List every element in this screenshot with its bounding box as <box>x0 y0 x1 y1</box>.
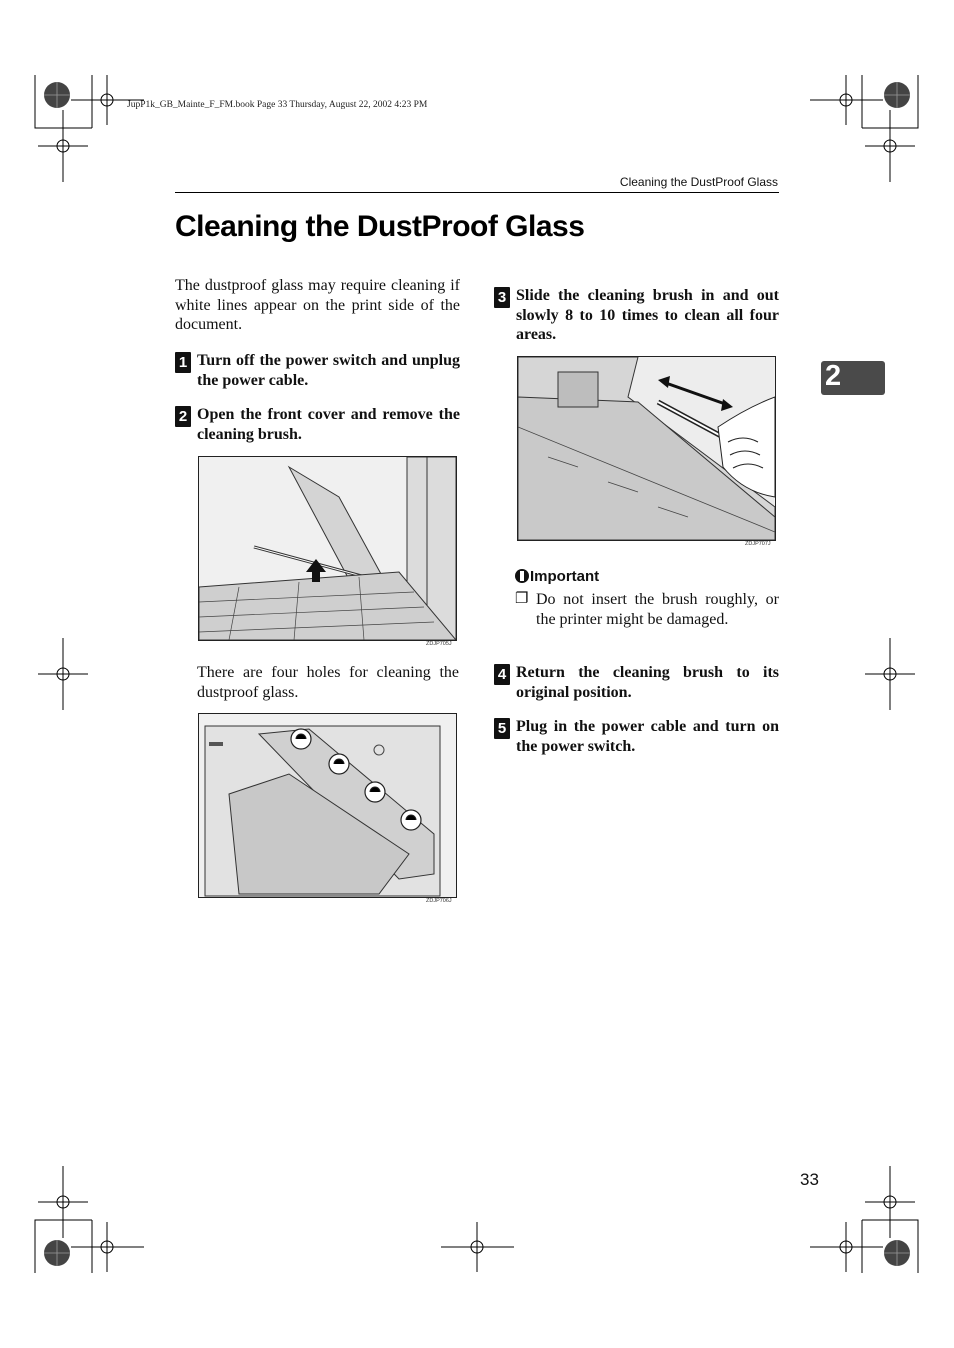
figure-sliding-brush <box>517 356 776 541</box>
step-number: 4 <box>494 664 510 685</box>
step-number: 5 <box>494 718 510 739</box>
figure-code: ZDJP705J <box>426 641 452 647</box>
intro-paragraph: The dustproof glass may require cleaning if white lines appear on the print side of the document. <box>175 277 460 334</box>
figure-brush-removal <box>198 456 457 641</box>
important-label: Important <box>530 568 600 585</box>
step-text: Slide the cleaning brush in and out slowly 8 to 10 times to clean all four areas. <box>516 287 779 344</box>
important-note-text: Do not insert the brush roughly, or the printer might be damaged. <box>536 591 779 628</box>
chapter-tab <box>821 361 885 395</box>
step-3 <box>494 286 779 345</box>
step-number: 1 <box>175 352 191 373</box>
header-divider <box>175 192 779 193</box>
figure-code: ZDJP707J <box>745 541 771 547</box>
important-heading <box>515 568 599 585</box>
step-1 <box>175 351 460 390</box>
book-file-info: JupP1k_GB_Mainte_F_FM.book Page 33 Thursday, August 22, 2002 4:23 PM <box>127 100 428 110</box>
step-2 <box>175 405 460 444</box>
step-text: Plug in the power cable and turn on the power switch. <box>516 718 779 755</box>
step-number: 2 <box>175 406 191 427</box>
chapter-number: 2 <box>825 360 842 392</box>
page-title: Cleaning the DustProof Glass <box>175 210 585 243</box>
step-text: Turn off the power switch and unplug the power cable. <box>197 352 460 389</box>
page-number: 33 <box>800 1170 819 1189</box>
step-text: Open the front cover and remove the cleaning brush. <box>197 406 460 443</box>
important-icon <box>515 569 529 583</box>
step-text: Return the cleaning brush to its original position. <box>516 664 779 701</box>
step-4 <box>494 663 779 702</box>
holes-paragraph: There are four holes for cleaning the dustproof glass. <box>197 664 459 701</box>
step-5 <box>494 717 779 756</box>
important-note <box>515 590 779 629</box>
step-number: 3 <box>494 287 510 308</box>
figure-four-holes <box>198 713 457 898</box>
checkbox-icon: ❐ <box>515 591 529 607</box>
running-head: Cleaning the DustProof Glass <box>619 175 778 189</box>
figure-code: ZDJP706J <box>426 898 452 904</box>
